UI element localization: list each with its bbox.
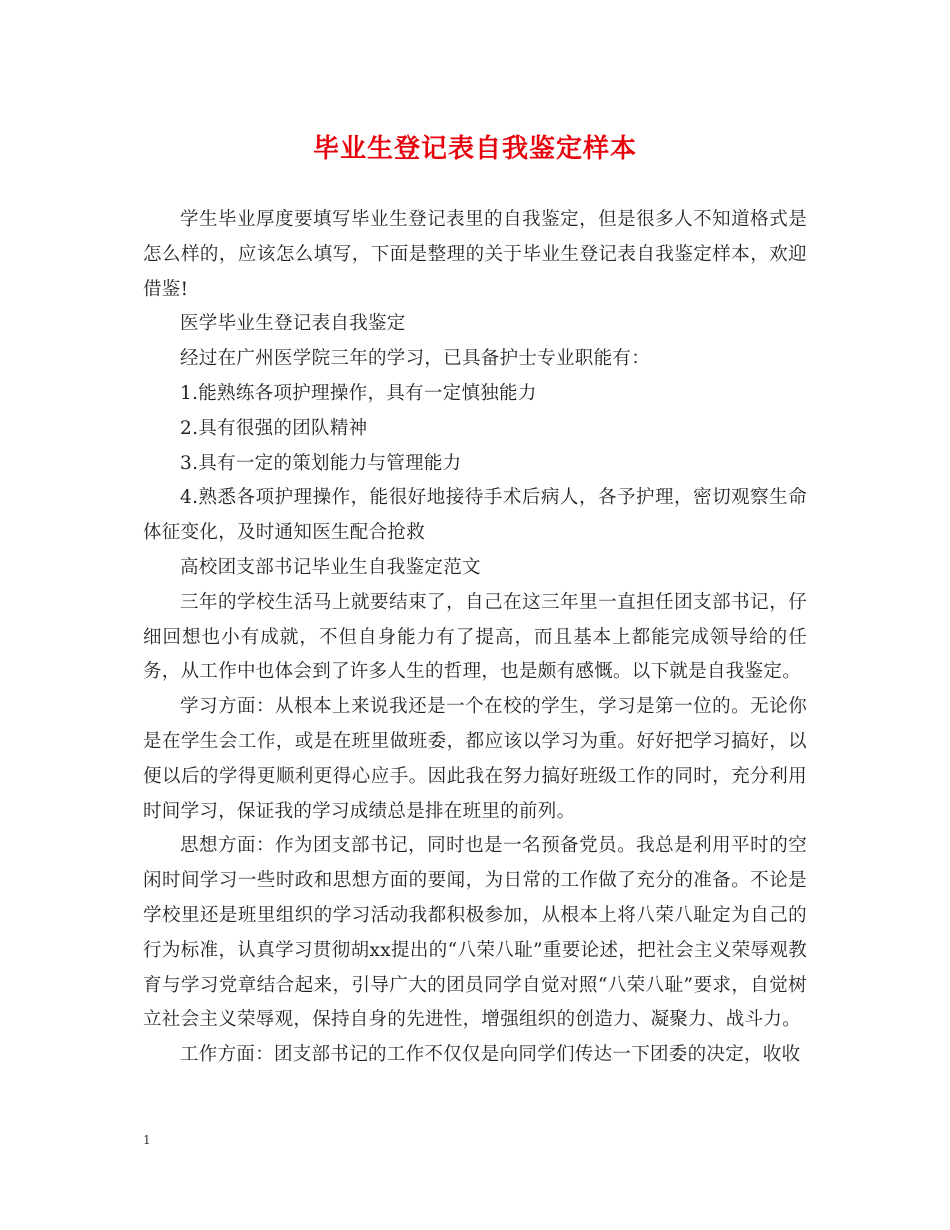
section-heading-league: 高校团支部书记毕业生自我鉴定范文: [180, 556, 481, 578]
page-number: 1: [143, 1133, 151, 1147]
list-item-1: 1.能熟练各项护理操作，具有一定慎独能力: [180, 382, 537, 404]
document-body: [143, 203, 807, 1073]
section-heading-medical: 医学毕业生登记表自我鉴定: [180, 313, 406, 335]
paragraph-thought: 思想方面：作为团支部书记，同时也是一名预备党员。我总是利用平时的空闲时间学习一些时政和思想方面的要闻，为日常的工作做了充分的准备。不论是学校里还是班里组织的学习活动我都积极参加，从根本上将八荣八耻定为自己的行为标准，认真学习贯彻胡xx提出的“八荣八耻”重要论述，把社会主义荣辱观教育与学习党章结合起来，引导广大的团员同学自觉对照“八荣八耻”要求，自觉树立社会主义荣辱观，保持自身的先进性，增强组织的创造力、凝聚力、战斗力。: [143, 835, 807, 1031]
list-item-2: 2.具有很强的团队精神: [180, 417, 368, 439]
list-item-4: 4.熟悉各项护理操作，能很好地接待手术后病人，各予护理，密切观察生命体征变化，及时通知医生配合抢救: [143, 487, 807, 544]
paragraph-study: 学习方面：从根本上来说我还是一个在校的学生，学习是第一位的。无论你是在学生会工作，或是在班里做班委，都应该以学习为重。好好把学习搞好，以便以后的学得更顺利更得心应手。因此我在努力搞好班级工作的同时，充分利用时间学习，保证我的学习成绩总是排在班里的前列。: [143, 696, 807, 822]
document-title: 毕业生登记表自我鉴定样本: [312, 134, 637, 164]
paragraph-league-intro: 三年的学校生活马上就要结束了，自己在这三年里一直担任团支部书记，仔细回想也小有成就，不但自身能力有了提高，而且基本上都能完成领导给的任务，从工作中也体会到了许多人生的哲理，也是颇有感慨。以下就是自我鉴定。: [143, 591, 807, 683]
paragraph-medical-intro: 经过在广州医学院三年的学习，已具备护士专业职能有：: [180, 348, 651, 370]
paragraph-work: 工作方面：团支部书记的工作不仅仅是向同学们传达一下团委的决定，收收: [180, 1044, 801, 1066]
paragraph-intro: 学生毕业厚度要填写毕业生登记表里的自我鉴定，但是很多人不知道格式是怎么样的，应该怎么填写，下面是整理的关于毕业生登记表自我鉴定样本，欢迎借鉴!: [143, 209, 807, 300]
list-item-3: 3.具有一定的策划能力与管理能力: [180, 452, 462, 474]
